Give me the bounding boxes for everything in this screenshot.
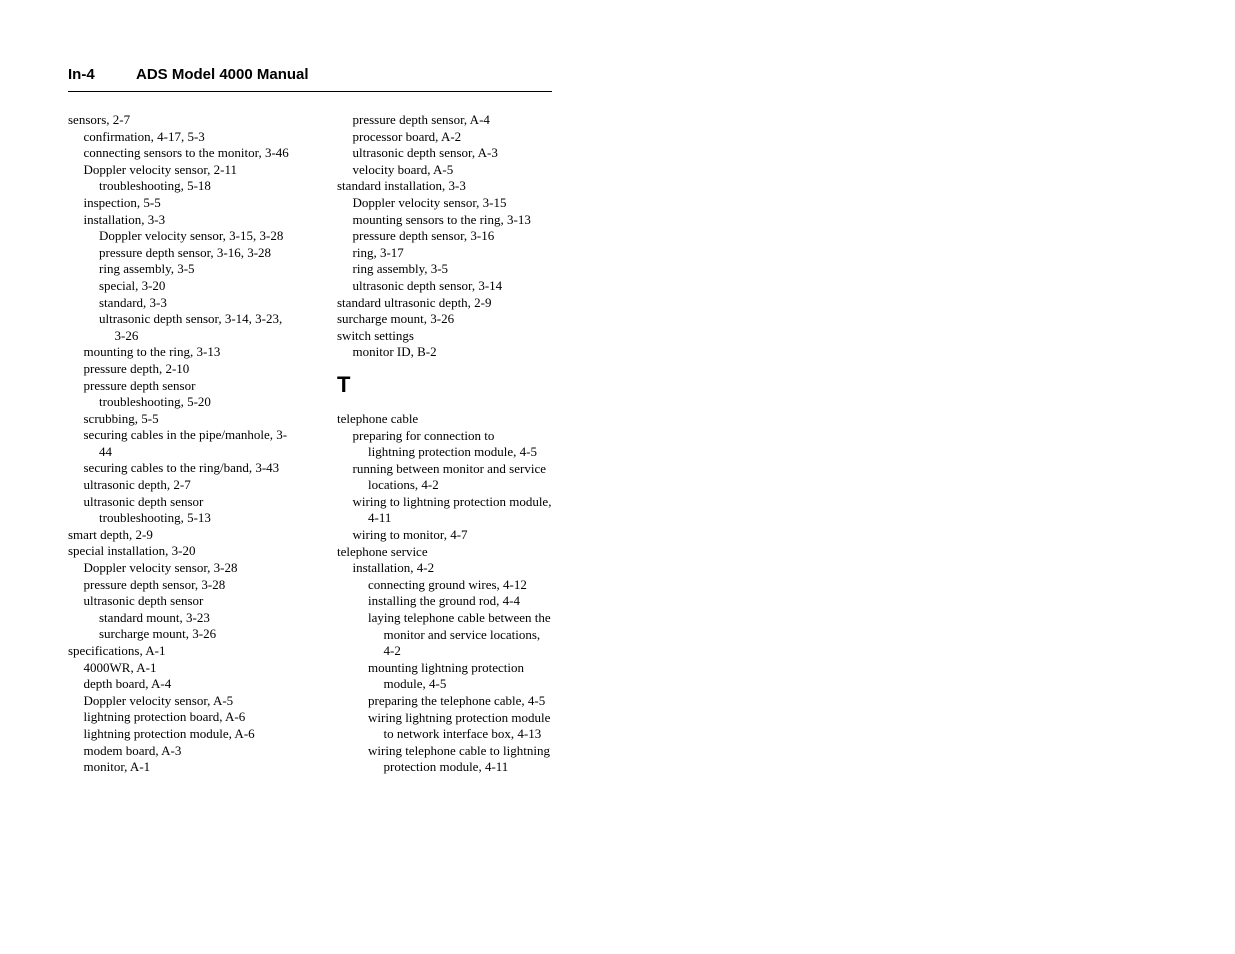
- index-entry: ring assembly, 3-5: [99, 261, 195, 277]
- index-entry: special installation, 3-20: [68, 543, 196, 559]
- index-entry: ultrasonic depth, 2-7: [83, 477, 191, 493]
- index-entry: special, 3-20: [99, 277, 166, 293]
- index-section-letter: T: [337, 371, 351, 397]
- index-entry: telephone service: [337, 543, 428, 559]
- index-entry: lightning protection board, A-6: [83, 709, 246, 725]
- index-entry: Doppler velocity sensor, 3-15: [352, 194, 507, 210]
- index-entry: pressure depth sensor: [83, 377, 196, 393]
- index-entry: troubleshooting, 5-20: [99, 394, 211, 410]
- index-entry: ultrasonic depth sensor: [83, 593, 204, 609]
- index-entry: installing the ground rod, 4-4: [368, 593, 521, 609]
- index-entry: confirmation, 4-17, 5-3: [83, 128, 205, 144]
- index-entry: specifications, A-1: [68, 643, 166, 658]
- index-entry: connecting sensors to the monitor, 3-46: [83, 145, 289, 161]
- index-entry: ultrasonic depth sensor, 3-14: [352, 277, 503, 293]
- index-column-left: [68, 112, 293, 776]
- index-entry: standard, 3-3: [99, 294, 167, 310]
- index-entry: running between monitor and service locations, 4-2: [352, 460, 546, 493]
- index-entry: ultrasonic depth sensor: [83, 493, 204, 509]
- index-entry: ring, 3-17: [352, 244, 404, 260]
- index-entry: installation, 4-2: [352, 560, 435, 576]
- index-entry: 4000WR, A-1: [83, 659, 157, 675]
- index-entry: standard mount, 3-23: [99, 609, 210, 625]
- index-entry: telephone cable: [337, 410, 419, 426]
- index-entry: preparing for connection to: [352, 427, 495, 443]
- index-entry: Doppler velocity sensor, A-5: [83, 692, 234, 708]
- index-entry: pressure depth sensor, 3-16, 3-28: [99, 244, 272, 260]
- index-entry: wiring lightning protection module to network interface box, 4-13: [368, 709, 551, 742]
- index-entry: securing cables in the pipe/manhole, 3-44: [83, 427, 288, 459]
- index-entry: inspection, 5-5: [83, 194, 161, 210]
- index-entry: depth board, A-4: [83, 676, 172, 692]
- index-entry: wiring to monitor, 4-7: [352, 527, 468, 543]
- index-entry: preparing the telephone cable, 4-5: [368, 693, 546, 708]
- index-entry: installation, 3-3: [83, 211, 166, 227]
- index-entry: surcharge mount, 3-26: [99, 626, 217, 642]
- index-column-right: [337, 112, 552, 776]
- index-entry: troubleshooting, 5-18: [99, 178, 211, 194]
- index-entry: processor board, A-2: [352, 128, 462, 144]
- index-entry: securing cables to the ring/band, 3-43: [83, 460, 280, 476]
- index-entry: laying telephone cable between the monitor and service locations, 4-2: [368, 610, 551, 659]
- index-entry: smart depth, 2-9: [68, 526, 153, 542]
- index-entry: switch settings: [337, 327, 414, 343]
- index-entry: lightning protection module, A-6: [83, 725, 255, 741]
- page-number: In-4: [68, 66, 95, 83]
- index-entry: pressure depth, 2-10: [83, 360, 190, 376]
- index-entry: scrubbing, 5-5: [83, 410, 159, 426]
- index-entry: modem board, A-3: [83, 742, 182, 758]
- index-entry: standard installation, 3-3: [337, 178, 466, 194]
- page-header: [68, 65, 552, 92]
- index-entry: ultrasonic depth sensor, A-3: [352, 145, 498, 161]
- index-entry: ring assembly, 3-5: [352, 261, 449, 277]
- index-entry: mounting lightning protection module, 4-5: [368, 659, 524, 692]
- index-entry: velocity board, A-5: [352, 161, 454, 177]
- manual-title: ADS Model 4000 Manual: [136, 66, 309, 83]
- index-entry: Doppler velocity sensor, 2-11: [83, 161, 238, 177]
- index-entry: monitor ID, B-2: [352, 344, 437, 360]
- index-entry: ultrasonic depth sensor, 3-14, 3-23, 3-26: [99, 311, 283, 343]
- index-entry: lightning protection module, 4-5: [368, 444, 537, 460]
- index-entry: pressure depth sensor, 3-16: [352, 228, 495, 244]
- index-entry: Doppler velocity sensor, 3-15, 3-28: [99, 228, 284, 244]
- index-entry: standard ultrasonic depth, 2-9: [337, 294, 492, 310]
- index-entry: pressure depth sensor, A-4: [352, 112, 490, 127]
- index-entry: surcharge mount, 3-26: [337, 311, 455, 327]
- index-entry: wiring telephone cable to lightning protection module, 4-11: [368, 742, 550, 775]
- index-entry: wiring to lightning protection module, 4-11: [352, 493, 552, 526]
- index-entry: Doppler velocity sensor, 3-28: [83, 560, 238, 576]
- index-entry: connecting ground wires, 4-12: [368, 576, 527, 592]
- index-entry: sensors, 2-7: [68, 112, 131, 127]
- index-entry: monitor, A-1: [83, 759, 151, 775]
- index-entry: troubleshooting, 5-13: [99, 510, 211, 526]
- index-entry: pressure depth sensor, 3-28: [83, 576, 226, 592]
- index-entry: mounting to the ring, 3-13: [83, 344, 221, 360]
- index-entry: mounting sensors to the ring, 3-13: [352, 211, 531, 227]
